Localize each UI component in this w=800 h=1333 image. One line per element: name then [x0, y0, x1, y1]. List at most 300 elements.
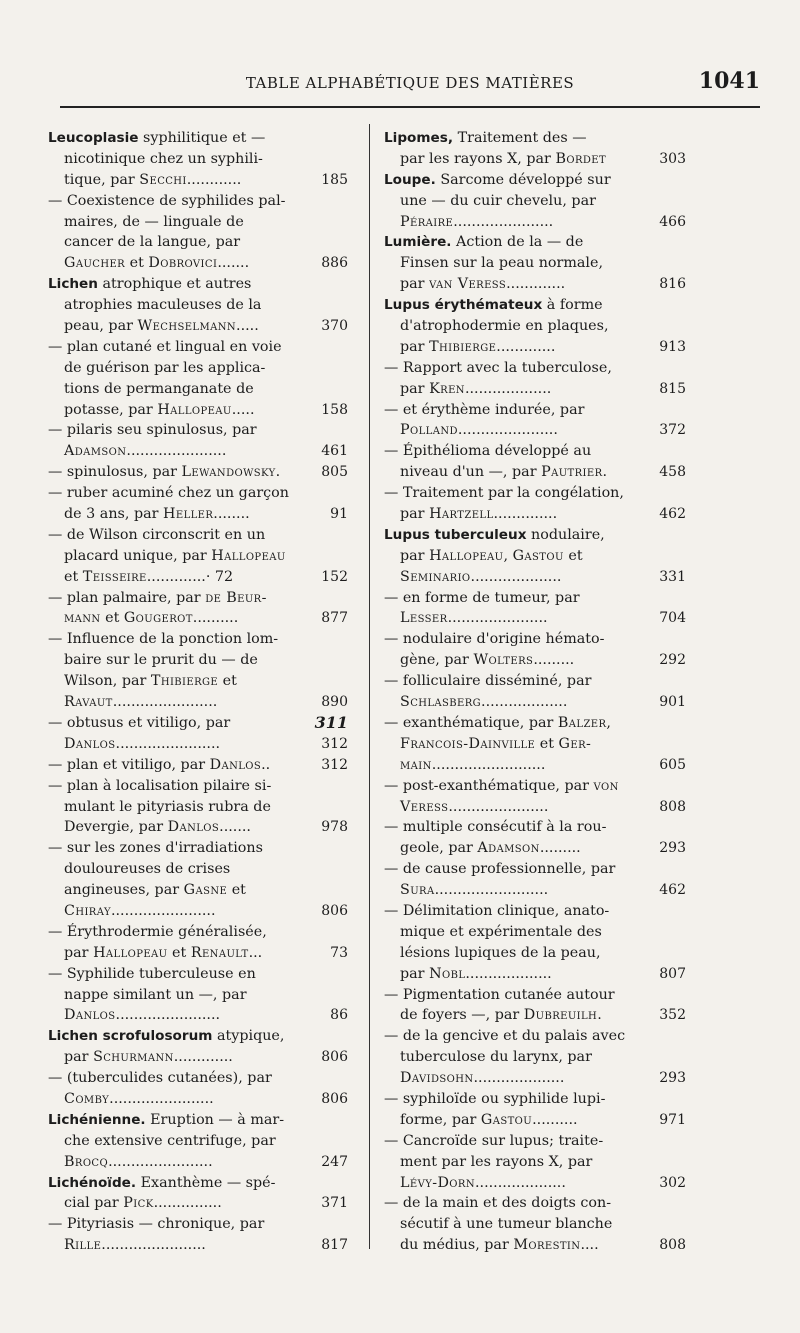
index-line: [48, 379, 348, 400]
author-name: von: [593, 777, 619, 794]
index-line: [48, 483, 348, 504]
author-name: Schurmann: [93, 1049, 174, 1066]
index-line-text: douloureuses de crises: [64, 861, 231, 878]
page-reference: 91: [326, 504, 348, 525]
index-line-text: geole, par Adamson.........: [400, 840, 581, 857]
index-line-text: Seminario....................: [400, 568, 562, 585]
index-line: [48, 420, 348, 441]
index-line: [48, 504, 348, 525]
index-line: [48, 734, 348, 755]
index-line: [48, 964, 348, 985]
author-name: Morestin: [513, 1237, 581, 1254]
index-line-text: — Syphilide tuberculeuse en: [48, 965, 256, 982]
author-name: Gasne: [183, 882, 228, 899]
index-line-text: Lichen atrophique et autres: [48, 276, 252, 293]
column-divider: [369, 124, 370, 1249]
index-line-text: — Pityriasis — chronique, par: [48, 1216, 265, 1233]
index-line-text: Polland......................: [400, 422, 558, 439]
index-line-text: — multiple consécutif à la rou-: [384, 819, 607, 836]
index-line-text: Chiray.......................: [64, 902, 216, 919]
author-name: Péraire: [400, 213, 454, 230]
index-line: [48, 859, 348, 880]
index-line-text: par Kren...................: [400, 380, 552, 397]
index-line: [384, 274, 686, 295]
index-column-right: [384, 128, 686, 1256]
index-line-text: nappe similant un —, par: [64, 986, 247, 1003]
index-line: [384, 1110, 686, 1131]
index-line: [384, 232, 686, 253]
index-line: [48, 817, 348, 838]
index-line-text: Lévy-Dorn....................: [400, 1174, 566, 1191]
index-line: [384, 462, 686, 483]
index-line-text: de guérison par les applica-: [64, 359, 266, 376]
index-line: [384, 337, 686, 358]
page-reference: 372: [655, 420, 686, 441]
author-name: mann: [64, 610, 101, 627]
index-line: [384, 295, 686, 316]
index-line-text: — de Wilson circonscrit en un: [48, 526, 266, 543]
index-line: [384, 170, 686, 191]
index-line-text: cial par Pick...............: [64, 1195, 222, 1212]
index-line: [384, 1173, 686, 1194]
entry-heading: Lichénienne.: [48, 1111, 146, 1128]
index-line-text: mann et Gougerot..........: [64, 610, 239, 627]
page-reference: 247: [317, 1152, 348, 1173]
page-reference: 461: [317, 441, 348, 462]
index-line: [48, 149, 348, 170]
index-line: [48, 692, 348, 713]
page-reference: 817: [317, 1235, 348, 1256]
author-name: Brocq: [64, 1153, 109, 1170]
index-line-text: peau, par Wechselmann.....: [64, 318, 259, 335]
page-reference: 806: [317, 1047, 348, 1068]
index-line-text: et Teisseire.............· 72: [64, 568, 234, 585]
page-reference: 303: [655, 149, 686, 170]
index-line: [384, 692, 686, 713]
author-name: Hallopeau: [211, 547, 286, 564]
index-line-text: Lesser......................: [400, 610, 548, 627]
index-line-text: sécutif à une tumeur blanche: [400, 1216, 613, 1233]
index-line: [384, 1214, 686, 1235]
index-line: [48, 1005, 348, 1026]
index-line: [48, 232, 348, 253]
index-line: [384, 629, 686, 650]
page-reference: 331: [655, 567, 686, 588]
author-name: Kren: [429, 380, 465, 397]
author-name: Danlos: [209, 756, 262, 773]
author-name: Veress: [400, 798, 449, 815]
author-name: Hartzell: [429, 506, 494, 523]
author-name: Lévy-Dorn: [400, 1174, 475, 1191]
index-line: [384, 880, 686, 901]
author-name: Dubreuilh: [523, 1007, 598, 1024]
index-line-text: tuberculose du larynx, par: [400, 1049, 592, 1066]
index-line-text: niveau d'un —, par Pautrier.: [400, 464, 608, 481]
index-line: [384, 546, 686, 567]
author-name: Rille: [64, 1237, 102, 1254]
author-name: Heller: [163, 506, 214, 523]
page-reference: 462: [655, 880, 686, 901]
index-line-text: Davidsohn....................: [400, 1070, 565, 1087]
index-line: [384, 379, 686, 400]
author-name: Dobrovici: [148, 255, 218, 272]
index-line: [48, 629, 348, 650]
author-name: main: [400, 756, 432, 773]
index-line: [48, 943, 348, 964]
index-line-text: par les rayons X, par Bordet: [400, 150, 607, 167]
author-name: Pautrier: [541, 464, 603, 481]
index-line-text: — Érythrodermie généralisée,: [48, 923, 267, 940]
index-line: [384, 1026, 686, 1047]
index-line-text: — nodulaire d'origine hémato-: [384, 631, 605, 648]
index-line-text: — Coexistence de syphilides pal-: [48, 192, 286, 209]
page-reference: 158: [317, 400, 348, 421]
author-name: Danlos: [64, 1007, 116, 1024]
page-reference: 978: [317, 817, 348, 838]
index-line: [48, 838, 348, 859]
index-line: [384, 608, 686, 629]
index-line-text: Comby.......................: [64, 1090, 214, 1107]
author-name: Hallopeau: [429, 547, 504, 564]
page-reference: 466: [655, 212, 686, 233]
author-name: Polland: [400, 422, 458, 439]
index-line-text: cancer de la langue, par: [64, 234, 241, 251]
page-reference: 605: [655, 755, 686, 776]
page-reference: 462: [655, 504, 686, 525]
index-line: [48, 880, 348, 901]
index-line-text: Lupus tuberculeux nodulaire,: [384, 526, 605, 543]
index-line: [48, 1089, 348, 1110]
index-line-text: — pilaris seu spinulosus, par: [48, 422, 257, 439]
index-line-text: mulant le pityriasis rubra de: [64, 798, 271, 815]
index-line: [384, 149, 686, 170]
index-line: [384, 567, 686, 588]
index-line-text: forme, par Gastou..........: [400, 1111, 578, 1128]
index-line-text: du médius, par Morestin....: [400, 1237, 599, 1254]
index-line-text: Schlasberg...................: [400, 694, 568, 711]
author-name: Secchi: [139, 171, 187, 188]
index-line-text: mique et expérimentale des: [400, 923, 602, 940]
index-line-text: — et érythème indurée, par: [384, 401, 585, 418]
index-line: [48, 274, 348, 295]
index-line: [48, 337, 348, 358]
index-line: [48, 1026, 348, 1047]
index-line: [48, 212, 348, 233]
page-reference: 371: [317, 1193, 348, 1214]
author-name: Adamson: [477, 840, 540, 857]
author-name: Teisseire: [82, 568, 147, 585]
index-line: [384, 588, 686, 609]
index-line-text: Veress......................: [400, 798, 549, 815]
author-name: Danlos: [167, 819, 220, 836]
author-name: Pick: [123, 1195, 154, 1212]
index-line: [48, 400, 348, 421]
index-line: [48, 1047, 348, 1068]
index-line: [384, 191, 686, 212]
index-line: [48, 608, 348, 629]
index-line: [48, 650, 348, 671]
author-name: Schlasberg: [400, 694, 482, 711]
index-line-text: atrophies maculeuses de la: [64, 297, 262, 314]
index-line: [384, 985, 686, 1006]
index-line: [384, 400, 686, 421]
index-line-text: par Schurmann.............: [64, 1049, 233, 1066]
author-name: Gaucher: [64, 255, 126, 272]
author-name: Gougerot: [123, 610, 193, 627]
index-line-text: — en forme de tumeur, par: [384, 589, 580, 606]
index-line: [384, 483, 686, 504]
index-line-text: — Cancroïde sur lupus; traite-: [384, 1132, 604, 1149]
index-line: [384, 901, 686, 922]
index-line-text: Lumière. Action de la — de: [384, 234, 584, 251]
page-reference: 86: [326, 1005, 348, 1026]
page-reference: 808: [655, 1235, 686, 1256]
index-line-text: Devergie, par Danlos.......: [64, 819, 251, 836]
index-line: [384, 650, 686, 671]
page-reference: 293: [655, 1068, 686, 1089]
index-line-text: Gaucher et Dobrovici.......: [64, 255, 250, 272]
index-line: [384, 1047, 686, 1068]
index-line-text: — de la main et des doigts con-: [384, 1195, 612, 1212]
index-line: [48, 671, 348, 692]
index-line: [384, 964, 686, 985]
index-line: [384, 755, 686, 776]
index-line-text: Péraire......................: [400, 213, 554, 230]
entry-heading: Lupus érythémateux: [384, 297, 543, 314]
index-line-text: — Pigmentation cutanée autour: [384, 986, 615, 1003]
index-line-text: Danlos.......................: [64, 735, 221, 752]
index-line-text: — Traitement par la congélation,: [384, 485, 624, 502]
index-line: [48, 525, 348, 546]
index-line: [384, 504, 686, 525]
page-reference: 913: [655, 337, 686, 358]
index-line: [384, 1068, 686, 1089]
index-line: [48, 1152, 348, 1173]
author-name: Wolters: [473, 652, 534, 669]
author-name: Hallopeau: [93, 944, 168, 961]
author-name: van Veress: [429, 276, 507, 293]
index-line-text: — Délimitation clinique, anato-: [384, 902, 610, 919]
index-line-text: tique, par Secchi............: [64, 171, 242, 188]
index-line-text: de 3 ans, par Heller........: [64, 506, 250, 523]
index-line-text: Leucoplasie syphilitique et —: [48, 130, 266, 146]
index-line-text: — Influence de la ponction lom-: [48, 631, 279, 648]
index-line-text: ment par les rayons X, par: [400, 1153, 593, 1170]
index-line: [48, 588, 348, 609]
page-number: 1041: [698, 68, 760, 94]
page-reference: 312: [317, 734, 348, 755]
index-line: [384, 212, 686, 233]
index-line-text: — exanthématique, par Balzer,: [384, 714, 611, 731]
page-reference: 73: [326, 943, 348, 964]
index-line-text: par Hartzell..............: [400, 506, 558, 523]
index-line-text: de foyers —, par Dubreuilh.: [400, 1007, 602, 1024]
index-line-text: Finsen sur la peau normale,: [400, 255, 604, 272]
index-line: [384, 859, 686, 880]
index-line: [384, 1152, 686, 1173]
index-line-text: Brocq.......................: [64, 1153, 213, 1170]
index-line-text: par van Veress.............: [400, 276, 566, 293]
index-line-text: gène, par Wolters.........: [400, 652, 575, 669]
index-line-text: Lichen scrofulosorum atypique,: [48, 1028, 285, 1045]
index-line: [48, 1173, 348, 1194]
author-name: Ravaut: [64, 694, 113, 711]
index-line-text: main.........................: [400, 756, 546, 773]
index-line: [384, 817, 686, 838]
index-line-text: par Nobl...................: [400, 965, 552, 982]
index-line: [48, 1193, 348, 1214]
index-line: [384, 128, 686, 149]
author-name: Francois-Dainville: [400, 735, 536, 752]
page-reference: 806: [317, 1089, 348, 1110]
index-line-text: Lichénienne. Eruption — à mar-: [48, 1111, 285, 1128]
index-line-text: par Hallopeau, Gastou et: [400, 547, 583, 564]
page-reference: 805: [317, 462, 348, 483]
index-line-text: d'atrophodermie en plaques,: [400, 318, 609, 335]
index-line-text: potasse, par Hallopeau.....: [64, 401, 255, 418]
index-line: [384, 1131, 686, 1152]
index-line-text: une — du cuir chevelu, par: [400, 192, 596, 209]
page-reference: 312: [317, 755, 348, 776]
index-line: [384, 253, 686, 274]
index-line-text: par Thibierge.............: [400, 338, 556, 355]
author-name: Adamson: [64, 443, 127, 460]
index-line: [384, 1193, 686, 1214]
page-reference: 815: [655, 379, 686, 400]
index-line: [384, 525, 686, 546]
index-line: [48, 776, 348, 797]
index-line-text: — de cause professionnelle, par: [384, 861, 616, 878]
index-line-text: — plan et vitiligo, par Danlos..: [48, 756, 271, 773]
index-line: [48, 922, 348, 943]
index-line-text: — plan à localisation pilaire si-: [48, 777, 272, 794]
page-reference: 370: [317, 316, 348, 337]
index-line: [48, 567, 348, 588]
author-name: Seminario: [400, 568, 471, 585]
index-line-text: — Épithélioma développé au: [384, 443, 592, 460]
index-line-text: Sura.........................: [400, 882, 549, 899]
index-line-text: — plan cutané et lingual en voie: [48, 338, 282, 355]
index-line-text: — folliculaire disséminé, par: [384, 673, 592, 690]
index-line: [48, 316, 348, 337]
author-name: Wechselmann: [137, 318, 237, 335]
index-line: [384, 316, 686, 337]
page-reference: 886: [317, 253, 348, 274]
author-name: Danlos: [64, 735, 116, 752]
index-line: [48, 358, 348, 379]
index-line: [384, 734, 686, 755]
author-name: Balzer: [557, 714, 607, 731]
index-line-text: maires, de — linguale de: [64, 213, 244, 230]
index-line-text: — (tuberculides cutanées), par: [48, 1070, 272, 1087]
page-reference: 293: [655, 838, 686, 859]
page-reference: 302: [655, 1173, 686, 1194]
index-line-text: che extensive centrifuge, par: [64, 1132, 276, 1149]
index-line-text: Lichénoïde. Exanthème — spé-: [48, 1174, 276, 1191]
index-line-text: Loupe. Sarcome développé sur: [384, 171, 611, 188]
author-name: Davidsohn: [400, 1070, 474, 1087]
index-line: [384, 420, 686, 441]
author-name: Sura: [400, 882, 435, 899]
page-reference: 807: [655, 964, 686, 985]
index-line: [384, 441, 686, 462]
author-name: Bordet: [555, 150, 607, 167]
index-line: [48, 128, 348, 149]
index-line: [48, 797, 348, 818]
page-reference: 971: [655, 1110, 686, 1131]
index-line-text: — post-exanthématique, par von: [384, 777, 619, 794]
index-line: [384, 1089, 686, 1110]
index-line: [48, 901, 348, 922]
index-line-text: — de la gencive et du palais avec: [384, 1028, 626, 1045]
handwritten-correction: 311: [311, 713, 348, 734]
author-name: Renault: [190, 944, 249, 961]
page-reference: 890: [317, 692, 348, 713]
index-line-text: nicotinique chez un syphili-: [64, 150, 263, 167]
index-line-text: Ravaut.......................: [64, 694, 218, 711]
entry-heading: Lichénoïde.: [48, 1174, 137, 1191]
index-line: [48, 713, 348, 734]
entry-heading: Lipomes,: [384, 130, 454, 146]
page-reference: 458: [655, 462, 686, 483]
index-line-text: — Rapport avec la tuberculose,: [384, 359, 612, 376]
index-line-text: baire sur le prurit du — de: [64, 652, 258, 669]
author-name: Gastou: [480, 1111, 533, 1128]
index-line-text: placard unique, par Hallopeau: [64, 547, 286, 564]
header-rule: [60, 106, 760, 108]
page-reference: 352: [655, 1005, 686, 1026]
index-line: [48, 295, 348, 316]
index-line: [48, 1110, 348, 1131]
index-line-text: — spinulosus, par Lewandowsky.: [48, 464, 281, 481]
index-line-text: — sur les zones d'irradiations: [48, 840, 263, 857]
index-line-text: lésions lupiques de la peau,: [400, 944, 601, 961]
index-line-text: tions de permanganate de: [64, 380, 254, 397]
entry-heading: Leucoplasie: [48, 130, 139, 146]
page-reference: 901: [655, 692, 686, 713]
index-line: [384, 671, 686, 692]
entry-heading: Loupe.: [384, 171, 436, 188]
index-line: [384, 776, 686, 797]
entry-heading: Lichen: [48, 276, 98, 293]
index-line-text: par Hallopeau et Renault...: [64, 944, 263, 961]
index-line: [48, 191, 348, 212]
author-name: Nobl: [429, 965, 466, 982]
entry-heading: Lupus tuberculeux: [384, 526, 527, 543]
page-reference: 816: [655, 274, 686, 295]
page-reference: 185: [317, 170, 348, 191]
author-name: Ger-: [558, 735, 592, 752]
author-name: de Beur-: [205, 589, 267, 606]
entry-heading: Lichen scrofulosorum: [48, 1028, 213, 1045]
index-line-text: angineuses, par Gasne et: [64, 882, 246, 899]
index-line: [48, 1131, 348, 1152]
index-line-text: Rille.......................: [64, 1237, 206, 1254]
index-line-text: Wilson, par Thibierge et: [64, 673, 237, 690]
index-line: [384, 922, 686, 943]
author-name: Thibierge: [150, 673, 219, 690]
index-line-text: — obtusus et vitiligo, par: [48, 714, 231, 731]
index-line-text: — plan palmaire, par de Beur-: [48, 589, 267, 606]
author-name: Chiray: [64, 902, 111, 919]
index-line: [384, 943, 686, 964]
index-line: [48, 1068, 348, 1089]
index-column-left: [48, 128, 348, 1256]
page-reference: 292: [655, 650, 686, 671]
index-line: [48, 253, 348, 274]
index-line: [384, 1235, 686, 1256]
index-line-text: Adamson......................: [64, 443, 227, 460]
